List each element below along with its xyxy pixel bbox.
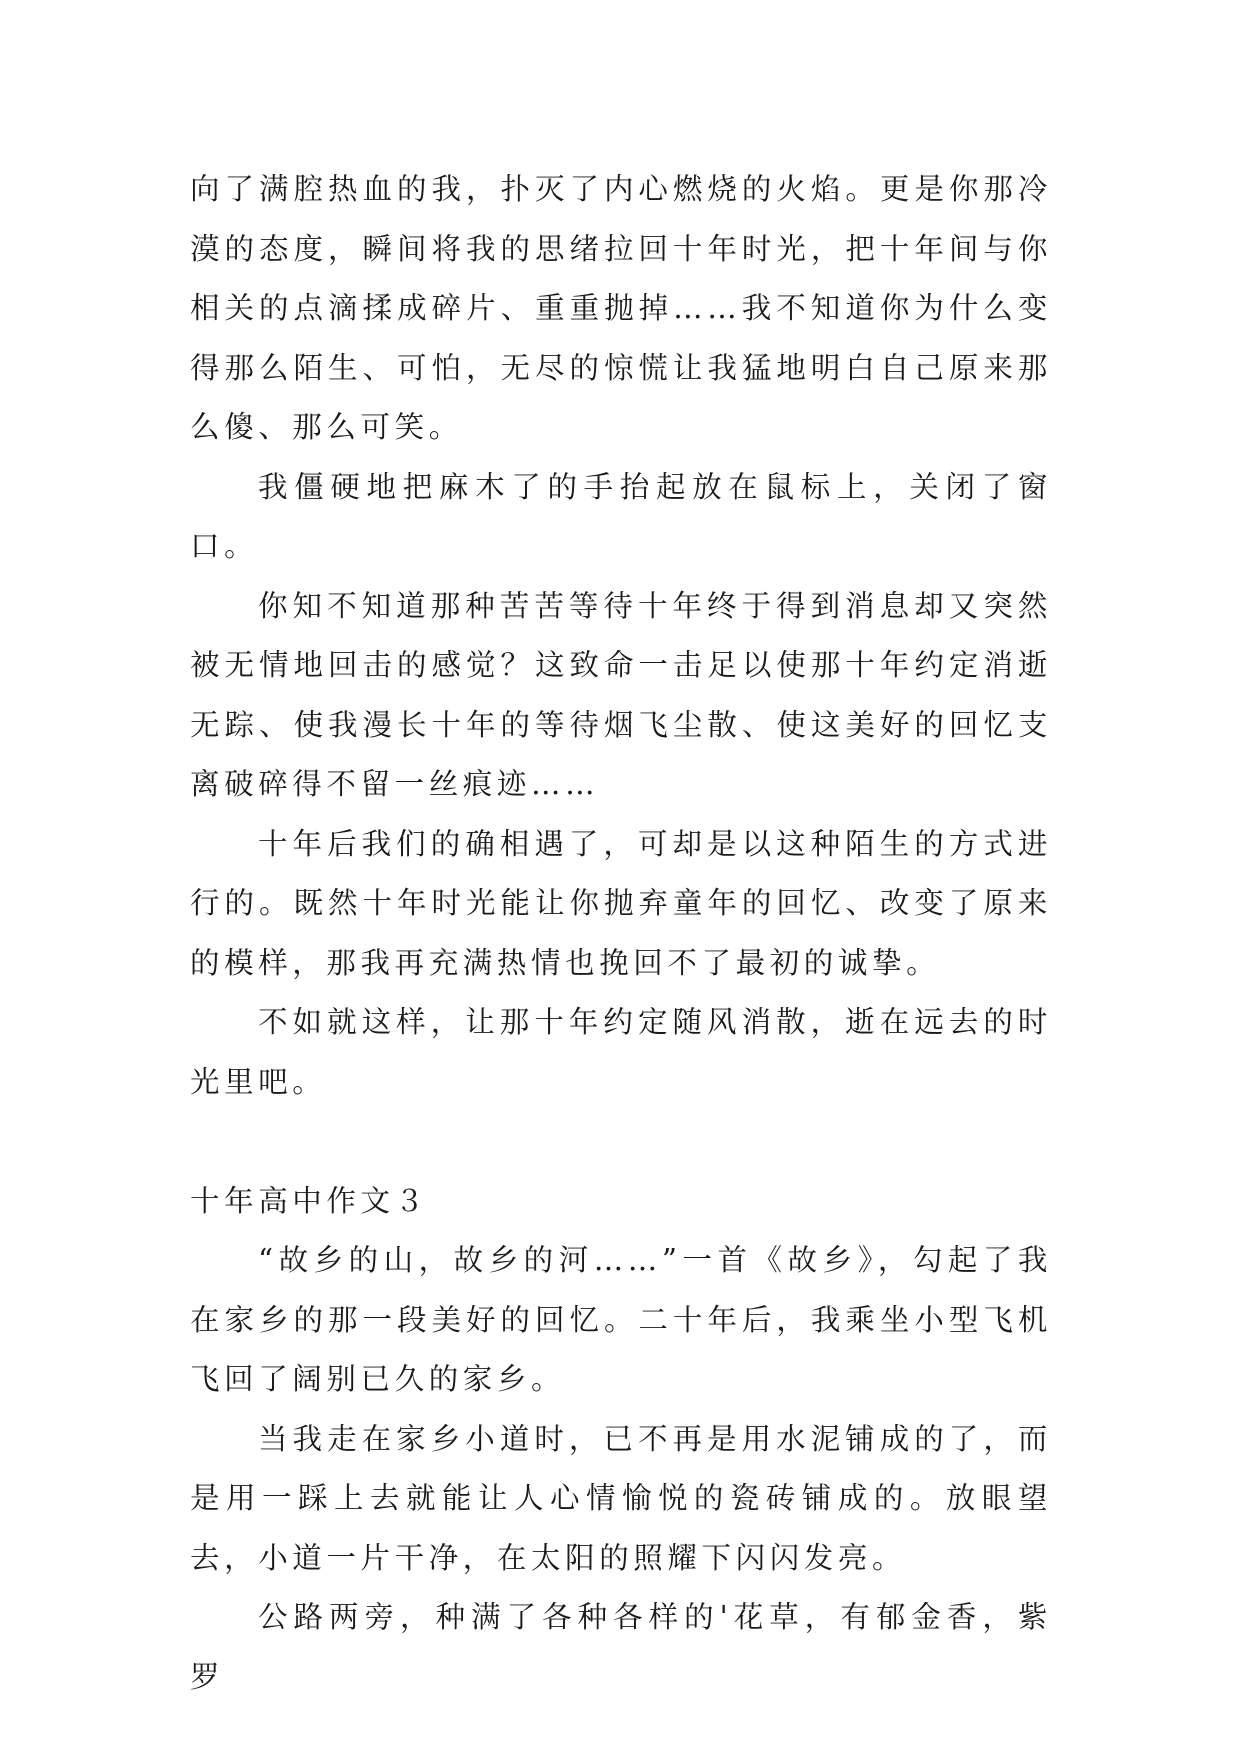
paragraph: 不如就这样，让那十年约定随风消散，逝在远去的时光里吧。 [190,1005,1052,1099]
paragraph: 当我走在家乡小道时，已不再是用水泥铺成的了，而是用一踩上去就能让人心情愉悦的瓷砖铺成的。放眼望去，小道一片干净，在太阳的照耀下闪闪发亮。 [190,1421,1052,1575]
paragraph: 你知不知道那种苦苦等待十年终于得到消息却又突然被无情地回击的感觉？这致命一击足以使那十年约定消逝无踪、使我漫长十年的等待烟飞尘散、使这美好的回忆支离破碎得不留一丝痕迹…… [190,588,1052,801]
paragraph-continuation: 向了满腔热血的我，扑灭了内心燃烧的火焰。更是你那冷漠的态度，瞬间将我的思绪拉回十年时光，把十年间与你相关的点滴揉成碎片、重重抛掉……我不知道你为什么变得那么陌生、可怕，无尽的惊慌让我猛地明白自己原来那么傻、那么可笑。 [190,172,1052,444]
paragraph: 我僵硬地把麻木了的手抬起放在鼠标上，关闭了窗口。 [190,469,1052,563]
section-title: 十年高中作文３ [190,1183,429,1218]
paragraph: 公路两旁，种满了各种各样的'花草，有郁金香，紫罗 [190,1600,1052,1694]
paragraph: 十年后我们的确相遇了，可却是以这种陌生的方式进行的。既然十年时光能让你抛弃童年的回忆、改变了原来的模样，那我再充满热情也挽回不了最初的诚挚。 [190,826,1052,980]
section-spacer [190,1112,1052,1172]
paragraph: “故乡的山，故乡的河……”一首《故乡》，勾起了我在家乡的那一段美好的回忆。二十年后，我乘坐小型飞机飞回了阔别已久的家乡。 [190,1243,1052,1396]
document-page [190,160,1052,1707]
